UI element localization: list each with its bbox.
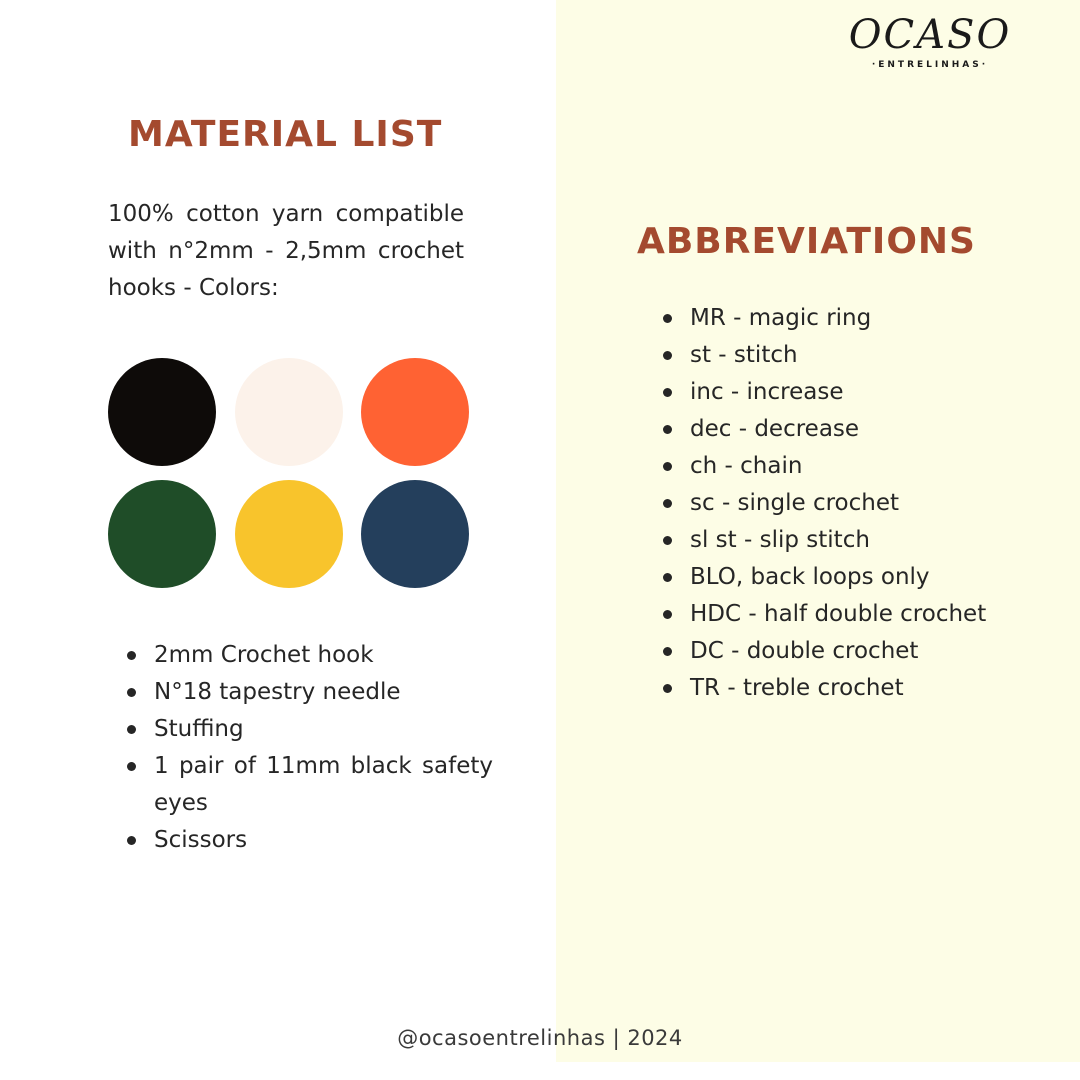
- brand-logo: [845, 10, 1015, 80]
- list-item: 1 pair of 11mm black safety eyes: [109, 748, 493, 822]
- list-item: DC - double crochet: [645, 633, 989, 670]
- list-item: Stuffing: [109, 711, 493, 748]
- list-item: 2mm Crochet hook: [109, 637, 493, 674]
- bullet-icon: [663, 388, 672, 397]
- bullet-icon: [127, 836, 136, 845]
- material-intro-text: 100% cotton yarn compatible with n°2mm - 2,5mm crochet hooks - Colors:: [108, 201, 464, 301]
- list-item: dec - decrease: [645, 411, 989, 448]
- color-swatches: [108, 358, 470, 590]
- bullet-icon: [127, 762, 136, 771]
- list-item: sl st - slip stitch: [645, 522, 989, 559]
- color-swatch-4: [108, 480, 216, 588]
- bullet-icon: [663, 536, 672, 545]
- list-item: N°18 tapestry needle: [109, 674, 493, 711]
- abbreviations-heading: ABBREVIATIONS: [637, 221, 976, 262]
- bullet-icon: [663, 314, 672, 323]
- materials-list: [109, 637, 493, 859]
- list-item: ch - chain: [645, 448, 989, 485]
- bullet-icon: [663, 610, 672, 619]
- logo-subtitle: ·ENTRELINHAS·: [871, 60, 989, 70]
- bullet-icon: [127, 688, 136, 697]
- bullet-icon: [663, 647, 672, 656]
- bullet-icon: [663, 684, 672, 693]
- list-item: inc - increase: [645, 374, 989, 411]
- color-swatch-2: [235, 358, 343, 466]
- bullet-icon: [127, 725, 136, 734]
- bullet-icon: [663, 351, 672, 360]
- list-item: HDC - half double crochet: [645, 596, 989, 633]
- list-item: Scissors: [109, 822, 493, 859]
- color-swatch-6: [361, 480, 469, 588]
- bullet-icon: [663, 462, 672, 471]
- logo-wordmark: OCASO: [848, 12, 1012, 58]
- footer-credit: @ocasoentrelinhas | 2024: [397, 1026, 683, 1050]
- list-item: st - stitch: [645, 337, 989, 374]
- color-swatch-1: [108, 358, 216, 466]
- color-swatch-3: [361, 358, 469, 466]
- list-item: MR - magic ring: [645, 300, 989, 337]
- bullet-icon: [663, 499, 672, 508]
- list-item: BLO, back loops only: [645, 559, 989, 596]
- bullet-icon: [127, 651, 136, 660]
- material-list-heading: MATERIAL LIST: [128, 114, 443, 155]
- list-item: TR - treble crochet: [645, 670, 989, 707]
- bullet-icon: [663, 573, 672, 582]
- list-item: sc - single crochet: [645, 485, 989, 522]
- color-swatch-5: [235, 480, 343, 588]
- abbreviations-list: [645, 300, 989, 707]
- bullet-icon: [663, 425, 672, 434]
